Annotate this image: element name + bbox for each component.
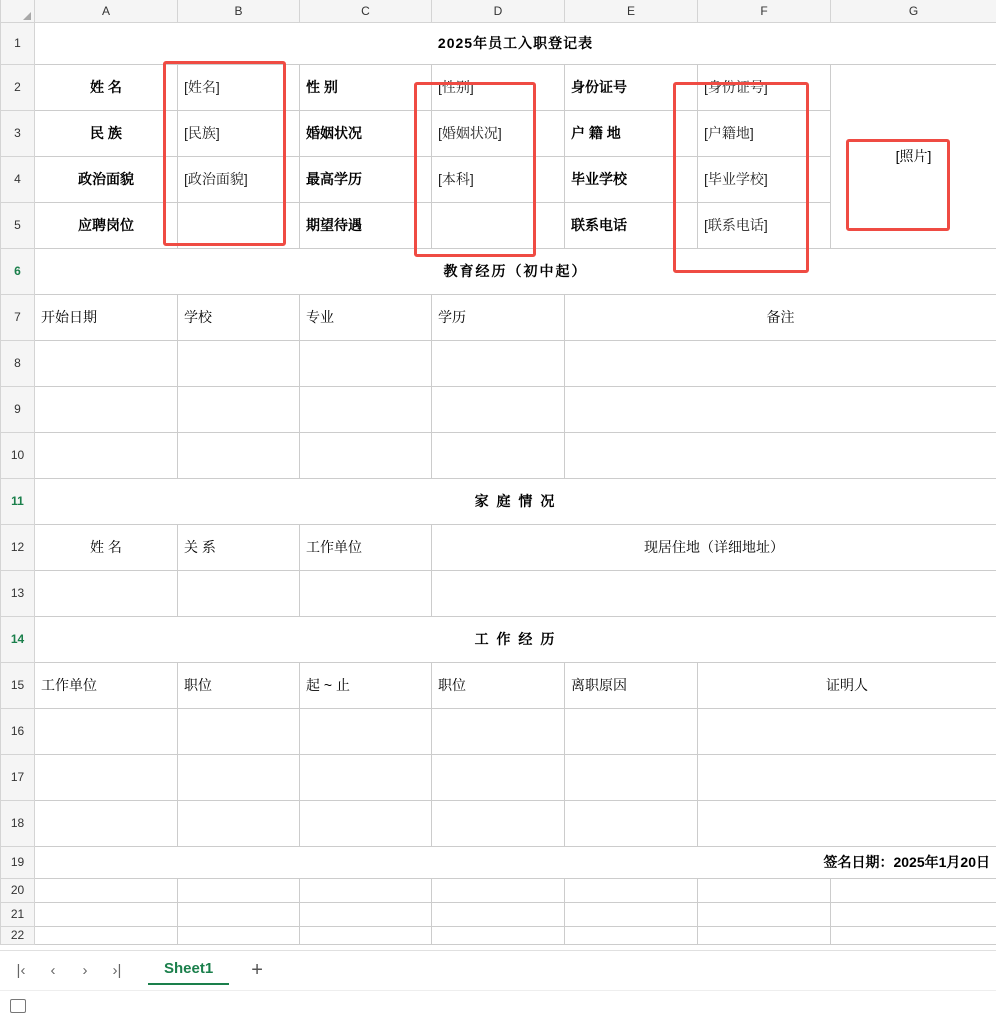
grid-cell-empty[interactable] bbox=[300, 902, 432, 926]
column-header-a[interactable]: A bbox=[35, 0, 178, 22]
edu-cell-empty[interactable] bbox=[432, 432, 565, 478]
work-cell-empty[interactable] bbox=[698, 800, 996, 846]
row-header-6[interactable]: 6 bbox=[1, 248, 35, 294]
edu-cell-empty[interactable] bbox=[300, 386, 432, 432]
work-cell-empty[interactable] bbox=[35, 708, 178, 754]
table-row bbox=[1, 662, 996, 708]
grid-cell-empty[interactable] bbox=[831, 878, 996, 902]
edu-cell-empty[interactable] bbox=[178, 386, 300, 432]
edu-header-school[interactable]: 学校 bbox=[178, 294, 300, 340]
work-cell-empty[interactable] bbox=[698, 708, 996, 754]
row-header-2[interactable]: 2 bbox=[1, 64, 35, 110]
select-all-corner[interactable] bbox=[1, 0, 35, 22]
work-cell-empty[interactable] bbox=[698, 754, 996, 800]
work-cell-empty[interactable] bbox=[178, 708, 300, 754]
edu-header-start-date[interactable]: 开始日期 bbox=[35, 294, 178, 340]
edu-cell-empty[interactable] bbox=[178, 432, 300, 478]
nav-first-sheet-icon[interactable]: |‹ bbox=[16, 962, 26, 979]
grid-cell-empty[interactable] bbox=[432, 902, 565, 926]
edu-cell-empty[interactable] bbox=[178, 340, 300, 386]
table-row bbox=[1, 386, 996, 432]
row-header-20[interactable]: 20 bbox=[1, 878, 35, 902]
table-row bbox=[1, 64, 996, 110]
table-row bbox=[1, 800, 996, 846]
row-header-18[interactable]: 18 bbox=[1, 800, 35, 846]
row-header-5[interactable]: 5 bbox=[1, 202, 35, 248]
work-cell-empty[interactable] bbox=[178, 754, 300, 800]
cell-gender-value[interactable]: [性别] bbox=[432, 64, 565, 110]
nav-last-sheet-icon[interactable]: ›| bbox=[112, 962, 122, 979]
row-header-7[interactable]: 7 bbox=[1, 294, 35, 340]
family-header-workplace[interactable]: 工作单位 bbox=[300, 524, 432, 570]
table-row bbox=[1, 248, 996, 294]
work-cell-empty[interactable] bbox=[300, 754, 432, 800]
grid-cell-empty[interactable] bbox=[300, 926, 432, 944]
nav-next-sheet-icon[interactable]: › bbox=[82, 962, 88, 979]
table-row bbox=[1, 846, 996, 878]
cell-id-value[interactable]: [身份证号] bbox=[698, 64, 831, 110]
column-header-g[interactable]: G bbox=[831, 0, 996, 22]
edu-cell-empty[interactable] bbox=[35, 340, 178, 386]
grid-cell-empty[interactable] bbox=[698, 878, 831, 902]
cell-name-value[interactable]: [姓名] bbox=[178, 64, 300, 110]
edu-cell-empty[interactable] bbox=[300, 432, 432, 478]
cell-salary-value[interactable] bbox=[432, 202, 565, 248]
row-header-1[interactable]: 1 bbox=[1, 22, 35, 64]
view-mode-icon[interactable] bbox=[10, 999, 26, 1013]
grid-cell-empty[interactable] bbox=[831, 902, 996, 926]
grid-cell-empty[interactable] bbox=[178, 878, 300, 902]
table-row bbox=[1, 294, 996, 340]
grid-cell-empty[interactable] bbox=[565, 926, 698, 944]
table-row bbox=[1, 478, 996, 524]
edu-cell-empty[interactable] bbox=[300, 340, 432, 386]
column-header-f[interactable]: F bbox=[698, 0, 831, 22]
edu-header-degree[interactable]: 学历 bbox=[432, 294, 565, 340]
edu-header-major[interactable]: 专业 bbox=[300, 294, 432, 340]
sheet-title: 2025年员工入职登记表 bbox=[35, 22, 996, 64]
work-cell-empty[interactable] bbox=[565, 754, 698, 800]
cell-ethnicity-label[interactable]: 民 族 bbox=[35, 110, 178, 156]
cell-education-value[interactable]: [本科] bbox=[432, 156, 565, 202]
edu-cell-empty[interactable] bbox=[565, 386, 996, 432]
edu-cell-empty[interactable] bbox=[432, 340, 565, 386]
cell-political-value[interactable]: [政治面貌] bbox=[178, 156, 300, 202]
grid-cell-empty[interactable] bbox=[565, 878, 698, 902]
table-row bbox=[1, 524, 996, 570]
section-title-family[interactable]: 家 庭 情 况 bbox=[35, 478, 996, 524]
corner-triangle-icon bbox=[23, 12, 31, 20]
table-row bbox=[1, 754, 996, 800]
nav-prev-sheet-icon[interactable]: ‹ bbox=[50, 962, 56, 979]
column-header-e[interactable]: E bbox=[565, 0, 698, 22]
add-sheet-icon[interactable]: + bbox=[251, 959, 263, 981]
table-row bbox=[1, 616, 996, 662]
row-header-9[interactable]: 9 bbox=[1, 386, 35, 432]
row-header-10[interactable]: 10 bbox=[1, 432, 35, 478]
work-cell-empty[interactable] bbox=[432, 754, 565, 800]
sheet-tab-bar[interactable] bbox=[0, 950, 996, 990]
cell-position-value[interactable] bbox=[178, 202, 300, 248]
signature-date[interactable]: 签名日期：2025年1月20日 bbox=[35, 846, 996, 878]
table-row bbox=[1, 708, 996, 754]
row-header-22[interactable]: 22 bbox=[1, 926, 35, 944]
cell-school-value[interactable]: [毕业学校] bbox=[698, 156, 831, 202]
grid-cell-empty[interactable] bbox=[698, 926, 831, 944]
grid-cell-empty[interactable] bbox=[565, 902, 698, 926]
row-header-15[interactable]: 15 bbox=[1, 662, 35, 708]
table-row bbox=[1, 902, 996, 926]
work-header-period[interactable]: 起 ~ 止 bbox=[300, 662, 432, 708]
row-header-13[interactable]: 13 bbox=[1, 570, 35, 616]
work-cell-empty[interactable] bbox=[565, 800, 698, 846]
cell-residence-label[interactable]: 户 籍 地 bbox=[565, 110, 698, 156]
row-header-14[interactable]: 14 bbox=[1, 616, 35, 662]
work-cell-empty[interactable] bbox=[432, 800, 565, 846]
cell-id-label[interactable]: 身份证号 bbox=[565, 64, 698, 110]
status-bar bbox=[0, 990, 996, 1020]
work-cell-empty[interactable] bbox=[178, 800, 300, 846]
cell-school-label[interactable]: 毕业学校 bbox=[565, 156, 698, 202]
grid-cell-empty[interactable] bbox=[698, 902, 831, 926]
table-row bbox=[1, 926, 996, 944]
row-header-12[interactable]: 12 bbox=[1, 524, 35, 570]
row-header-21[interactable]: 21 bbox=[1, 902, 35, 926]
grid-cell-empty[interactable] bbox=[432, 878, 565, 902]
row-header-8[interactable]: 8 bbox=[1, 340, 35, 386]
cell-name-label[interactable]: 姓 名 bbox=[35, 64, 178, 110]
family-header-address[interactable]: 现居住地（详细地址） bbox=[432, 524, 996, 570]
column-header-d[interactable]: D bbox=[432, 0, 565, 22]
family-header-name[interactable]: 姓 名 bbox=[35, 524, 178, 570]
work-cell-empty[interactable] bbox=[35, 800, 178, 846]
column-header-c[interactable]: C bbox=[300, 0, 432, 22]
edu-cell-empty[interactable] bbox=[565, 340, 996, 386]
grid-cell-empty[interactable] bbox=[432, 926, 565, 944]
section-title-education[interactable]: 教育经历（初中起） bbox=[35, 248, 996, 294]
grid-cell-empty[interactable] bbox=[35, 902, 178, 926]
work-header-reason[interactable]: 离职原因 bbox=[565, 662, 698, 708]
cell-phone-value[interactable]: [联系电话] bbox=[698, 202, 831, 248]
row-header-17[interactable]: 17 bbox=[1, 754, 35, 800]
row-header-11[interactable]: 11 bbox=[1, 478, 35, 524]
grid-cell-empty[interactable] bbox=[178, 902, 300, 926]
work-header-reference[interactable]: 证明人 bbox=[698, 662, 996, 708]
cell-education-label[interactable]: 最高学历 bbox=[300, 156, 432, 202]
table-row bbox=[1, 340, 996, 386]
table-row bbox=[1, 22, 996, 64]
grid-cell-empty[interactable] bbox=[300, 878, 432, 902]
cell-gender-label[interactable]: 性 别 bbox=[300, 64, 432, 110]
sheet-tab-sheet1[interactable]: Sheet1 bbox=[148, 956, 229, 985]
edu-header-remark[interactable]: 备注 bbox=[565, 294, 996, 340]
work-header-position[interactable]: 职位 bbox=[178, 662, 300, 708]
edu-cell-empty[interactable] bbox=[565, 432, 996, 478]
column-header-row[interactable] bbox=[1, 0, 996, 22]
edu-cell-empty[interactable] bbox=[35, 432, 178, 478]
table-row bbox=[1, 878, 996, 902]
row-header-16[interactable]: 16 bbox=[1, 708, 35, 754]
family-header-relation[interactable]: 关 系 bbox=[178, 524, 300, 570]
row-header-19[interactable]: 19 bbox=[1, 846, 35, 878]
edu-cell-empty[interactable] bbox=[35, 386, 178, 432]
cell-marital-value[interactable]: [婚姻状况] bbox=[432, 110, 565, 156]
work-header-title[interactable]: 职位 bbox=[432, 662, 565, 708]
cell-residence-value[interactable]: [户籍地] bbox=[698, 110, 831, 156]
work-cell-empty[interactable] bbox=[432, 708, 565, 754]
cell-photo-placeholder[interactable]: [照片] bbox=[831, 64, 996, 248]
grid-cell-empty[interactable] bbox=[35, 926, 178, 944]
family-cell-empty[interactable] bbox=[178, 570, 300, 616]
work-cell-empty[interactable] bbox=[565, 708, 698, 754]
table-row bbox=[1, 570, 996, 616]
row-header-4[interactable]: 4 bbox=[1, 156, 35, 202]
work-cell-empty[interactable] bbox=[300, 708, 432, 754]
cell-phone-label[interactable]: 联系电话 bbox=[565, 202, 698, 248]
section-title-work[interactable]: 工 作 经 历 bbox=[35, 616, 996, 662]
cell-political-label[interactable]: 政治面貌 bbox=[35, 156, 178, 202]
grid-cell-empty[interactable] bbox=[831, 926, 996, 944]
table-row bbox=[1, 432, 996, 478]
cell-salary-label[interactable]: 期望待遇 bbox=[300, 202, 432, 248]
family-cell-empty[interactable] bbox=[432, 570, 996, 616]
grid-cell-empty[interactable] bbox=[35, 878, 178, 902]
work-cell-empty[interactable] bbox=[35, 754, 178, 800]
edu-cell-empty[interactable] bbox=[432, 386, 565, 432]
cell-position-label[interactable]: 应聘岗位 bbox=[35, 202, 178, 248]
cell-marital-label[interactable]: 婚姻状况 bbox=[300, 110, 432, 156]
family-cell-empty[interactable] bbox=[300, 570, 432, 616]
cell-ethnicity-value[interactable]: [民族] bbox=[178, 110, 300, 156]
grid-cell-empty[interactable] bbox=[178, 926, 300, 944]
column-header-b[interactable]: B bbox=[178, 0, 300, 22]
work-cell-empty[interactable] bbox=[300, 800, 432, 846]
row-header-3[interactable]: 3 bbox=[1, 110, 35, 156]
family-cell-empty[interactable] bbox=[35, 570, 178, 616]
work-header-company[interactable]: 工作单位 bbox=[35, 662, 178, 708]
